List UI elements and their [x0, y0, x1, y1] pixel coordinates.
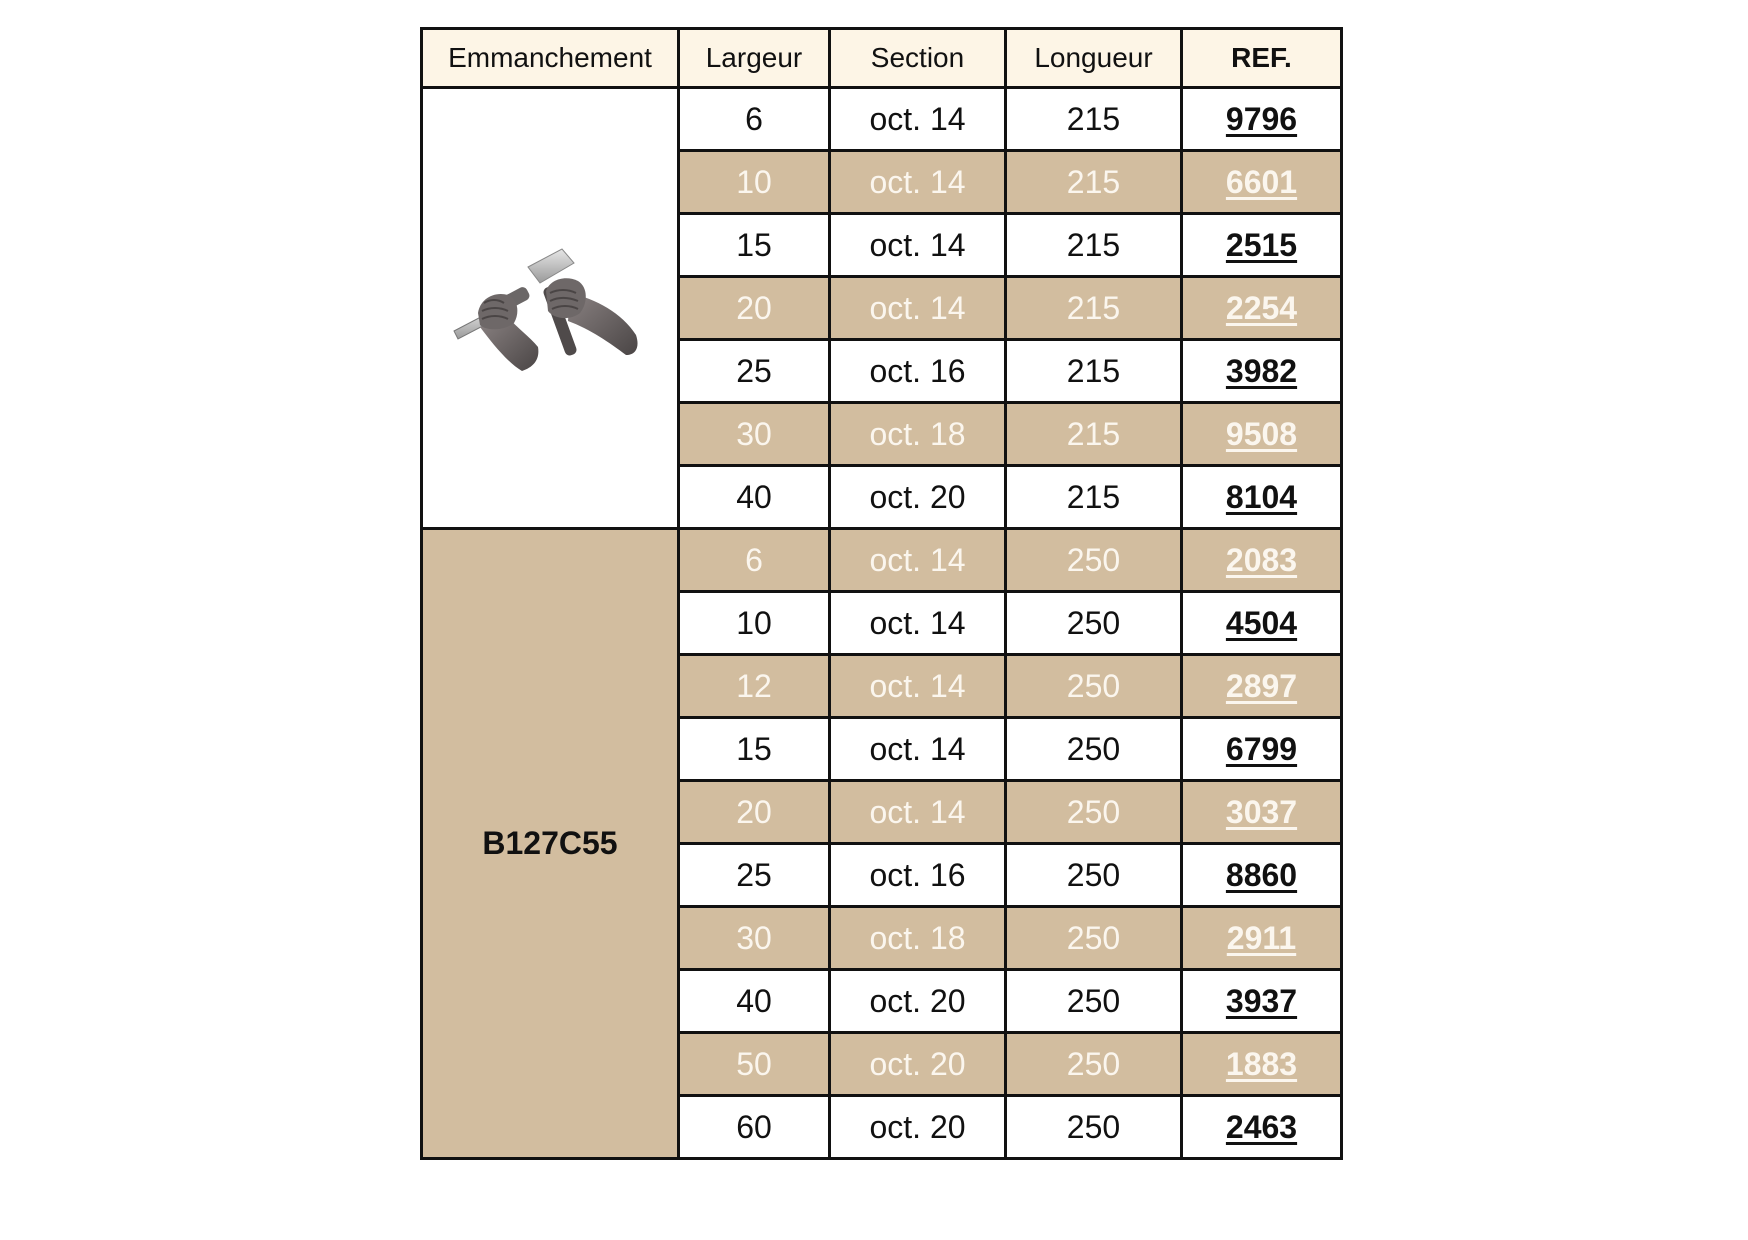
cell-longueur: 250 [1006, 529, 1182, 592]
cell-ref [1182, 592, 1342, 655]
cell-longueur: 250 [1006, 655, 1182, 718]
ref-link[interactable]: 2911 [1226, 919, 1297, 956]
table-row [422, 88, 1342, 151]
cell-section: oct. 14 [830, 718, 1006, 781]
cell-longueur: 215 [1006, 88, 1182, 151]
cell-longueur: 250 [1006, 718, 1182, 781]
cell-section: oct. 14 [830, 88, 1006, 151]
cell-section: oct. 14 [830, 592, 1006, 655]
table-row [422, 529, 1342, 592]
cell-longueur: 215 [1006, 151, 1182, 214]
table-body [422, 88, 1342, 1159]
emmanchement-label: B127C55 [482, 825, 618, 861]
cell-largeur: 50 [679, 1033, 830, 1096]
cell-longueur: 215 [1006, 403, 1182, 466]
cell-section: oct. 14 [830, 151, 1006, 214]
cell-largeur: 25 [679, 844, 830, 907]
cell-ref [1182, 970, 1342, 1033]
ref-link[interactable]: 2515 [1225, 226, 1298, 263]
cell-section: oct. 14 [830, 277, 1006, 340]
cell-section: oct. 20 [830, 466, 1006, 529]
ref-link[interactable]: 8860 [1225, 856, 1298, 893]
cell-longueur: 250 [1006, 592, 1182, 655]
ref-link[interactable]: 1883 [1225, 1045, 1298, 1082]
cell-largeur: 6 [679, 88, 830, 151]
reference-table [420, 27, 1343, 1160]
cell-ref [1182, 1033, 1342, 1096]
cell-largeur: 40 [679, 970, 830, 1033]
ref-link[interactable]: 2897 [1225, 667, 1298, 704]
cell-ref [1182, 718, 1342, 781]
ref-link[interactable]: 3037 [1225, 793, 1298, 830]
emmanchement-label-cell [422, 529, 679, 1159]
cell-ref [1182, 151, 1342, 214]
cell-section: oct. 16 [830, 844, 1006, 907]
cell-largeur: 6 [679, 529, 830, 592]
cell-longueur: 215 [1006, 340, 1182, 403]
ref-link[interactable]: 2254 [1225, 289, 1298, 326]
cell-section: oct. 14 [830, 214, 1006, 277]
cell-ref [1182, 340, 1342, 403]
cell-ref [1182, 88, 1342, 151]
cell-ref [1182, 781, 1342, 844]
cell-largeur: 30 [679, 907, 830, 970]
cell-largeur: 60 [679, 1096, 830, 1159]
cell-ref [1182, 1096, 1342, 1159]
cell-section: oct. 20 [830, 970, 1006, 1033]
cell-longueur: 250 [1006, 970, 1182, 1033]
ref-link[interactable]: 4504 [1225, 604, 1298, 641]
cell-section: oct. 16 [830, 340, 1006, 403]
ref-link[interactable]: 3937 [1225, 982, 1298, 1019]
ref-link[interactable]: 2463 [1225, 1108, 1298, 1145]
cell-section: oct. 18 [830, 907, 1006, 970]
cell-ref [1182, 214, 1342, 277]
cell-section: oct. 20 [830, 1033, 1006, 1096]
cell-largeur: 40 [679, 466, 830, 529]
cell-ref [1182, 529, 1342, 592]
header-longueur: Longueur [1006, 29, 1182, 88]
emmanchement-image-cell [422, 88, 679, 529]
ref-link[interactable]: 8104 [1225, 478, 1298, 515]
ref-link[interactable]: 6799 [1225, 730, 1298, 767]
cell-longueur: 215 [1006, 466, 1182, 529]
cell-ref [1182, 403, 1342, 466]
header-emmanchement: Emmanchement [422, 29, 679, 88]
cell-largeur: 10 [679, 151, 830, 214]
cell-section: oct. 14 [830, 655, 1006, 718]
cell-largeur: 30 [679, 403, 830, 466]
cell-largeur: 20 [679, 781, 830, 844]
cell-ref [1182, 844, 1342, 907]
cell-longueur: 215 [1006, 277, 1182, 340]
cell-section: oct. 14 [830, 529, 1006, 592]
cell-longueur: 250 [1006, 781, 1182, 844]
cell-largeur: 10 [679, 592, 830, 655]
cell-longueur: 250 [1006, 1033, 1182, 1096]
cell-largeur: 25 [679, 340, 830, 403]
ref-link[interactable]: 9796 [1225, 100, 1298, 137]
ref-link[interactable]: 6601 [1225, 163, 1298, 200]
ref-link[interactable]: 2083 [1225, 541, 1298, 578]
cell-largeur: 15 [679, 214, 830, 277]
reference-sheet [420, 27, 1340, 1160]
cell-section: oct. 20 [830, 1096, 1006, 1159]
cell-section: oct. 18 [830, 403, 1006, 466]
header-ref: REF. [1182, 29, 1342, 88]
cell-longueur: 250 [1006, 844, 1182, 907]
cell-longueur: 250 [1006, 907, 1182, 970]
header-section: Section [830, 29, 1006, 88]
header-row [422, 29, 1342, 88]
cell-largeur: 15 [679, 718, 830, 781]
cell-ref [1182, 277, 1342, 340]
cell-section: oct. 14 [830, 781, 1006, 844]
ref-link[interactable]: 9508 [1225, 415, 1298, 452]
cell-ref [1182, 655, 1342, 718]
cell-longueur: 250 [1006, 1096, 1182, 1159]
cell-longueur: 215 [1006, 214, 1182, 277]
cell-largeur: 12 [679, 655, 830, 718]
cell-ref [1182, 466, 1342, 529]
cell-largeur: 20 [679, 277, 830, 340]
ref-link[interactable]: 3982 [1225, 352, 1298, 389]
cell-ref [1182, 907, 1342, 970]
hands-chisel-hammer-icon [450, 243, 650, 373]
header-largeur: Largeur [679, 29, 830, 88]
